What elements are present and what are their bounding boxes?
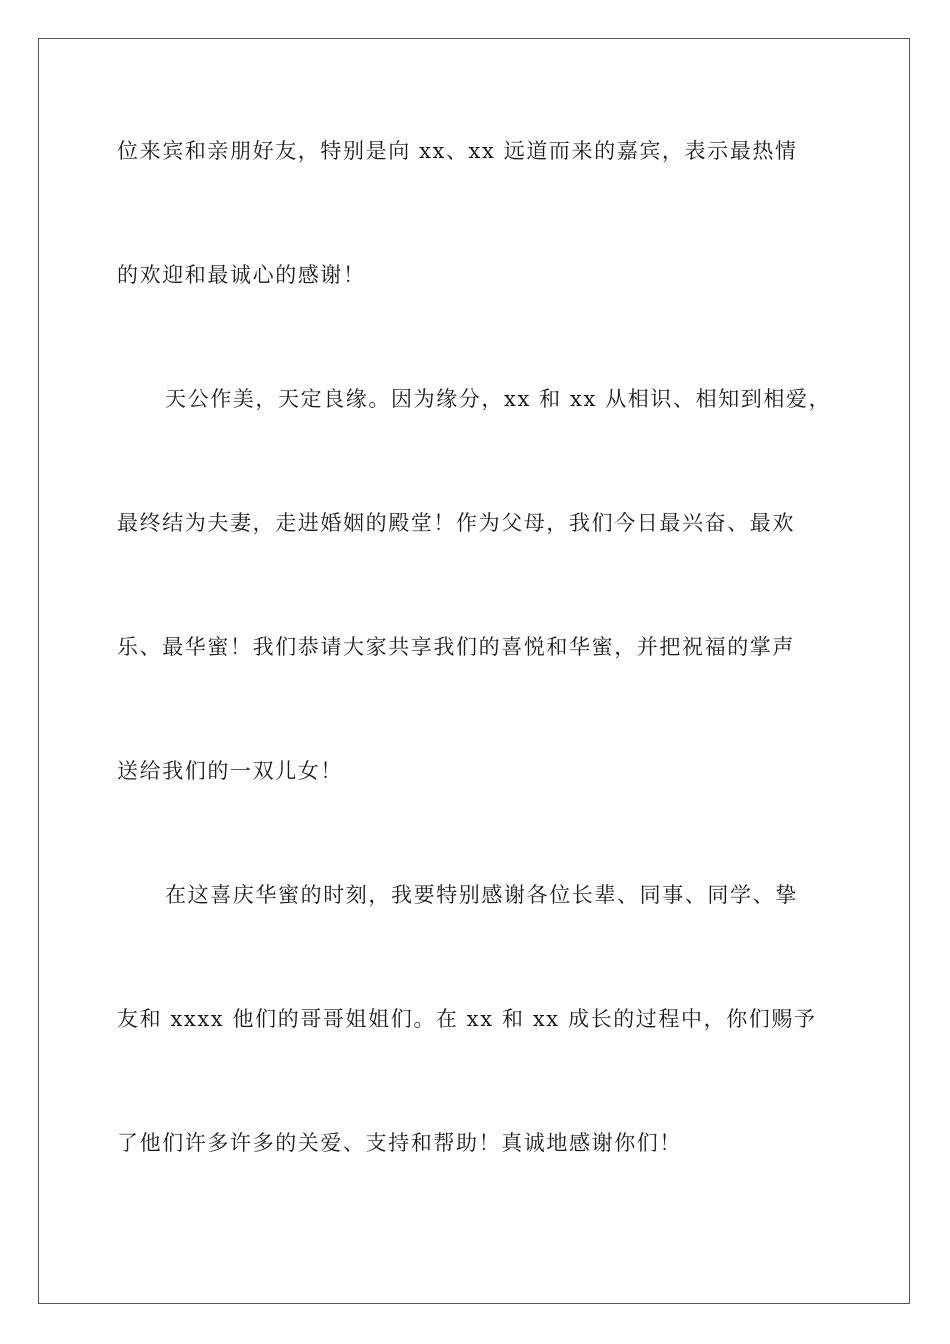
paragraph-start-line-7: 在这喜庆华蜜的时刻，我要特别感谢各位长辈、同事、同学、挚 (165, 883, 798, 907)
text-line-8: 友和 xxxx 他们的哥哥姐姐们。在 xx 和 xx 成长的过程中，你们赐予 (117, 1007, 817, 1031)
text-line-4: 最终结为夫妻，走进婚姻的殿堂！作为父母，我们今日最兴奋、最欢 (117, 511, 795, 535)
text-line-5: 乐、最华蜜！我们恭请大家共享我们的喜悦和华蜜，并把祝福的掌声 (117, 635, 795, 659)
text-line-6: 送给我们的一双儿女！ (117, 759, 343, 783)
text-line-1: 位来宾和亲朋好友，特别是向 xx、xx 远道而来的嘉宾，表示最热情 (117, 139, 798, 163)
text-line-2: 的欢迎和最诚心的感谢！ (117, 263, 366, 287)
text-line-9: 了他们许多许多的关爱、支持和帮助！真诚地感谢你们！ (117, 1131, 682, 1155)
paragraph-start-line-3: 天公作美，天定良缘。因为缘分，xx 和 xx 从相识、相知到相爱， (165, 387, 832, 411)
page-border (38, 38, 910, 1304)
